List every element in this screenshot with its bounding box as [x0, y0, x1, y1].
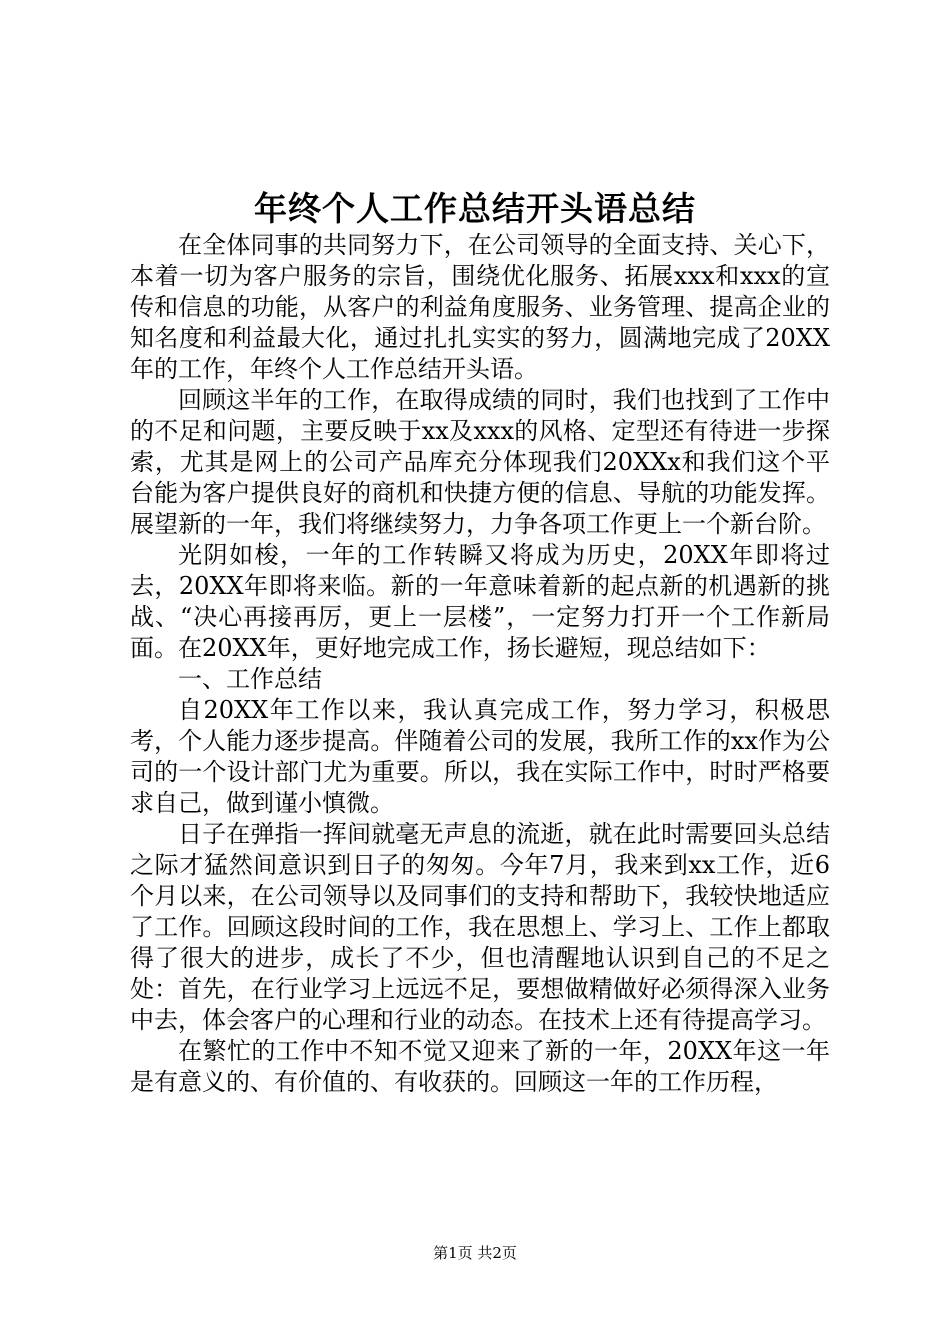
document-body [130, 230, 830, 1098]
paragraph: 日子在弹指一挥间就毫无声息的流逝，就在此时需要回头总结之际才猛然间意识到日子的匆匆。今年7月，我来到xx工作，近6个月以来，在公司领导以及同事们的支持和帮助下，我较快地适应了工作。回顾这段时间的工作，我在思想上、学习上、工作上都取得了很大的进步，成长了不少，但也清醒地认识到自己的不足之处：首先，在行业学习上远远不足，要想做精做好必须得深入业务中去，体会客户的心理和行业的动态。在技术上还有待提高学习。 [130, 820, 830, 1034]
section-heading: 一、工作总结 [178, 665, 322, 693]
paragraph: 在全体同事的共同努力下，在公司领导的全面支持、关心下，本着一切为客户服务的宗旨，围绕优化服务、拓展xxx和xxx的宣传和信息的功能，从客户的利益角度服务、业务管理、提高企业的知名度和利益最大化，通过扎扎实实的努力，圆满地完成了20XX年的工作，年终个人工作总结开头语。 [130, 231, 830, 383]
page-indicator: 第1页 共2页 [433, 1244, 517, 1262]
paragraph: 自20XX年工作以来，我认真完成工作，努力学习，积极思考，个人能力逐步提高。伴随着公司的发展，我所工作的xx作为公司的一个设计部门尤为重要。所以，我在实际工作中，时时严格要求自己，做到谨小慎微。 [130, 696, 830, 817]
paragraph: 光阴如梭，一年的工作转瞬又将成为历史，20XX年即将过去，20XX年即将来临。新的一年意味着新的起点新的机遇新的挑战、“决心再接再厉，更上一层楼”，一定努力打开一个工作新局面。在20XX年，更好地完成工作，扬长避短，现总结如下： [130, 541, 830, 662]
paragraph: 回顾这半年的工作，在取得成绩的同时，我们也找到了工作中的不足和问题，主要反映于xx及xxx的风格、定型还有待进一步探索，尤其是网上的公司产品库充分体现我们20XXx和我们这个平台能为客户提供良好的商机和快捷方便的信息、导航的功能发挥。展望新的一年，我们将继续努力，力争各项工作更上一个新台阶。 [130, 386, 830, 538]
document-title: 年终个人工作总结开头语总结 [254, 189, 696, 228]
paragraph: 在繁忙的工作中不知不觉又迎来了新的一年，20XX年这一年是有意义的、有价值的、有收获的。回顾这一年的工作历程， [130, 1037, 830, 1096]
